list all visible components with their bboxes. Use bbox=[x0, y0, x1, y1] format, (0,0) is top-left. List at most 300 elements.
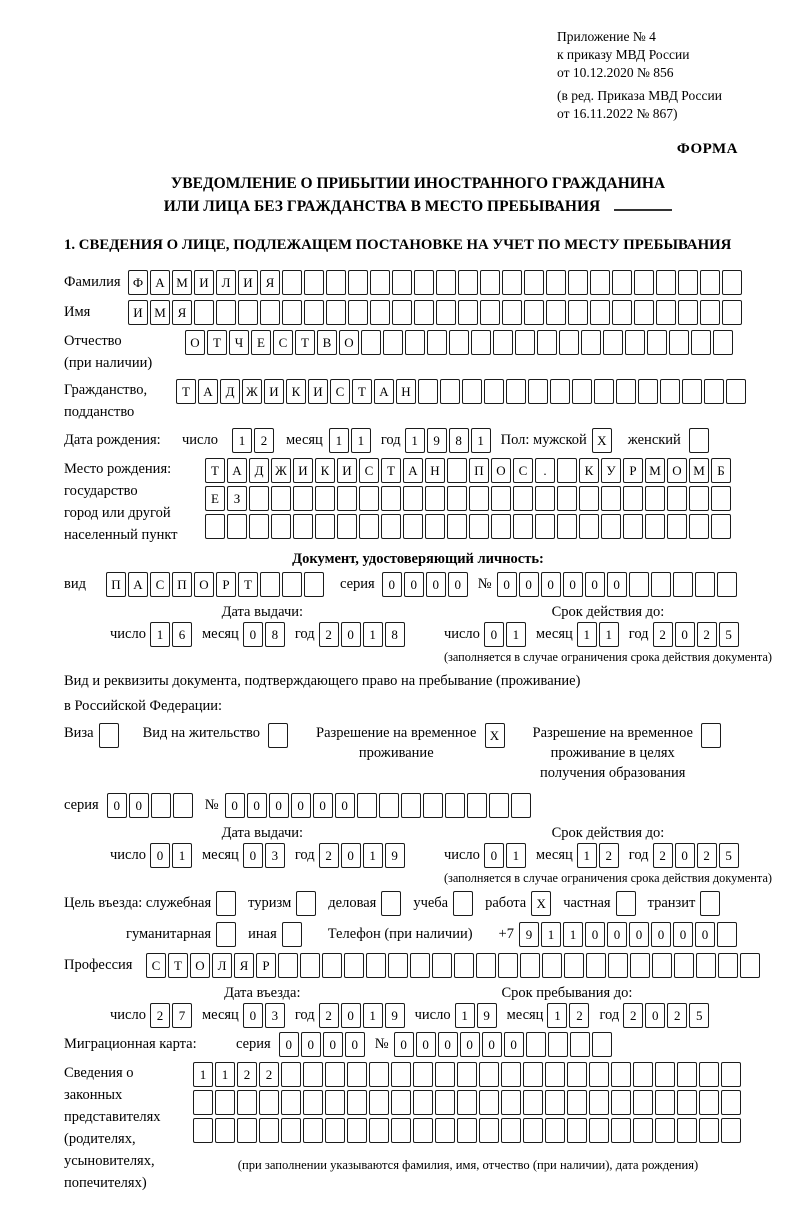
form-cell[interactable]: 0 bbox=[645, 1003, 665, 1028]
form-cell[interactable]: 0 bbox=[607, 922, 627, 947]
form-cell[interactable] bbox=[413, 1062, 433, 1087]
form-cell[interactable] bbox=[281, 1062, 301, 1087]
form-cell[interactable] bbox=[493, 330, 513, 355]
form-cell[interactable]: А bbox=[198, 379, 218, 404]
form-cell[interactable] bbox=[260, 300, 280, 325]
form-cell[interactable]: Ж bbox=[271, 458, 291, 483]
form-cell[interactable]: Я bbox=[260, 270, 280, 295]
form-cell[interactable] bbox=[677, 1118, 697, 1143]
form-cell[interactable]: 0 bbox=[675, 622, 695, 647]
form-cell[interactable]: 0 bbox=[482, 1032, 502, 1057]
form-cell[interactable] bbox=[515, 330, 535, 355]
form-cell[interactable] bbox=[359, 514, 379, 539]
form-cell[interactable] bbox=[347, 1090, 367, 1115]
form-cell[interactable]: А bbox=[150, 270, 170, 295]
form-cell[interactable] bbox=[535, 514, 555, 539]
form-cell[interactable] bbox=[215, 1090, 235, 1115]
form-cell[interactable] bbox=[590, 270, 610, 295]
form-cell[interactable]: 9 bbox=[427, 428, 447, 453]
form-cell[interactable] bbox=[193, 1118, 213, 1143]
form-cell[interactable]: 0 bbox=[519, 572, 539, 597]
form-cell[interactable]: 0 bbox=[404, 572, 424, 597]
form-cell[interactable]: 0 bbox=[448, 572, 468, 597]
form-cell[interactable]: X bbox=[592, 428, 612, 453]
form-cell[interactable]: 1 bbox=[455, 1003, 475, 1028]
form-cell[interactable] bbox=[655, 1062, 675, 1087]
form-cell[interactable]: 7 bbox=[172, 1003, 192, 1028]
form-cell[interactable]: 2 bbox=[623, 1003, 643, 1028]
form-cell[interactable] bbox=[612, 270, 632, 295]
form-cell[interactable] bbox=[689, 428, 709, 453]
form-cell[interactable]: 0 bbox=[345, 1032, 365, 1057]
form-cell[interactable]: 0 bbox=[497, 572, 517, 597]
form-cell[interactable] bbox=[524, 300, 544, 325]
form-cell[interactable]: 1 bbox=[599, 622, 619, 647]
form-cell[interactable] bbox=[740, 953, 760, 978]
form-cell[interactable] bbox=[502, 300, 522, 325]
form-cell[interactable] bbox=[391, 1062, 411, 1087]
form-cell[interactable] bbox=[370, 300, 390, 325]
form-cell[interactable]: М bbox=[645, 458, 665, 483]
form-cell[interactable]: . bbox=[535, 458, 555, 483]
form-cell[interactable] bbox=[260, 572, 280, 597]
form-cell[interactable] bbox=[432, 953, 452, 978]
form-cell[interactable] bbox=[282, 270, 302, 295]
form-cell[interactable] bbox=[282, 572, 302, 597]
form-cell[interactable]: 0 bbox=[541, 572, 561, 597]
form-cell[interactable] bbox=[699, 1062, 719, 1087]
form-cell[interactable]: 6 bbox=[172, 622, 192, 647]
form-cell[interactable] bbox=[545, 1062, 565, 1087]
form-cell[interactable] bbox=[216, 922, 236, 947]
form-cell[interactable]: Т bbox=[168, 953, 188, 978]
form-cell[interactable]: Б bbox=[711, 458, 731, 483]
form-cell[interactable]: У bbox=[601, 458, 621, 483]
form-cell[interactable] bbox=[581, 330, 601, 355]
form-cell[interactable]: Е bbox=[251, 330, 271, 355]
form-cell[interactable] bbox=[425, 514, 445, 539]
form-cell[interactable] bbox=[535, 486, 555, 511]
form-cell[interactable]: 0 bbox=[341, 1003, 361, 1028]
form-cell[interactable] bbox=[667, 486, 687, 511]
form-cell[interactable] bbox=[721, 1062, 741, 1087]
form-cell[interactable]: К bbox=[286, 379, 306, 404]
form-cell[interactable] bbox=[722, 300, 742, 325]
form-cell[interactable] bbox=[326, 270, 346, 295]
form-cell[interactable]: И bbox=[264, 379, 284, 404]
form-cell[interactable]: 1 bbox=[363, 622, 383, 647]
form-cell[interactable]: О bbox=[491, 458, 511, 483]
form-cell[interactable] bbox=[545, 1090, 565, 1115]
form-cell[interactable] bbox=[567, 1062, 587, 1087]
form-cell[interactable] bbox=[655, 1090, 675, 1115]
form-cell[interactable]: 2 bbox=[653, 622, 673, 647]
form-cell[interactable]: 1 bbox=[150, 622, 170, 647]
form-cell[interactable]: С bbox=[150, 572, 170, 597]
form-cell[interactable]: 0 bbox=[323, 1032, 343, 1057]
form-cell[interactable]: 2 bbox=[319, 843, 339, 868]
form-cell[interactable] bbox=[447, 458, 467, 483]
form-cell[interactable] bbox=[458, 270, 478, 295]
form-cell[interactable] bbox=[476, 953, 496, 978]
form-cell[interactable]: 1 bbox=[563, 922, 583, 947]
form-cell[interactable] bbox=[369, 1062, 389, 1087]
form-cell[interactable] bbox=[726, 379, 746, 404]
form-cell[interactable] bbox=[304, 572, 324, 597]
form-cell[interactable]: И bbox=[128, 300, 148, 325]
form-cell[interactable] bbox=[589, 1090, 609, 1115]
form-cell[interactable]: Т bbox=[381, 458, 401, 483]
form-cell[interactable] bbox=[467, 793, 487, 818]
form-cell[interactable]: 0 bbox=[460, 1032, 480, 1057]
form-cell[interactable] bbox=[361, 330, 381, 355]
form-cell[interactable]: 1 bbox=[232, 428, 252, 453]
form-cell[interactable] bbox=[546, 270, 566, 295]
form-cell[interactable]: Т bbox=[176, 379, 196, 404]
form-cell[interactable] bbox=[413, 1118, 433, 1143]
form-cell[interactable]: 1 bbox=[193, 1062, 213, 1087]
form-cell[interactable]: О bbox=[194, 572, 214, 597]
form-cell[interactable] bbox=[564, 953, 584, 978]
form-cell[interactable] bbox=[268, 723, 288, 748]
form-cell[interactable] bbox=[557, 458, 577, 483]
form-cell[interactable]: М bbox=[689, 458, 709, 483]
form-cell[interactable]: 0 bbox=[484, 622, 504, 647]
form-cell[interactable] bbox=[611, 1062, 631, 1087]
form-cell[interactable] bbox=[502, 270, 522, 295]
form-cell[interactable]: 0 bbox=[673, 922, 693, 947]
form-cell[interactable]: 1 bbox=[506, 843, 526, 868]
form-cell[interactable] bbox=[435, 1118, 455, 1143]
form-cell[interactable]: 1 bbox=[215, 1062, 235, 1087]
form-cell[interactable]: Т bbox=[205, 458, 225, 483]
form-cell[interactable] bbox=[677, 1090, 697, 1115]
form-cell[interactable]: 1 bbox=[363, 1003, 383, 1028]
form-cell[interactable] bbox=[325, 1062, 345, 1087]
form-cell[interactable] bbox=[357, 793, 377, 818]
form-cell[interactable]: 0 bbox=[291, 793, 311, 818]
form-cell[interactable] bbox=[281, 1118, 301, 1143]
form-cell[interactable]: Л bbox=[216, 270, 236, 295]
form-cell[interactable]: 9 bbox=[385, 1003, 405, 1028]
form-cell[interactable]: 0 bbox=[279, 1032, 299, 1057]
form-cell[interactable]: Н bbox=[396, 379, 416, 404]
form-cell[interactable]: П bbox=[469, 458, 489, 483]
form-cell[interactable]: И bbox=[238, 270, 258, 295]
form-cell[interactable] bbox=[629, 572, 649, 597]
form-cell[interactable]: 3 bbox=[265, 1003, 285, 1028]
form-cell[interactable] bbox=[526, 1032, 546, 1057]
form-cell[interactable]: 0 bbox=[394, 1032, 414, 1057]
form-cell[interactable]: 1 bbox=[471, 428, 491, 453]
form-cell[interactable] bbox=[99, 723, 119, 748]
form-cell[interactable]: И bbox=[337, 458, 357, 483]
form-cell[interactable] bbox=[691, 330, 711, 355]
form-cell[interactable]: 5 bbox=[719, 843, 739, 868]
form-cell[interactable]: 1 bbox=[351, 428, 371, 453]
form-cell[interactable] bbox=[523, 1118, 543, 1143]
form-cell[interactable] bbox=[548, 1032, 568, 1057]
form-cell[interactable]: О bbox=[185, 330, 205, 355]
form-cell[interactable] bbox=[633, 1090, 653, 1115]
form-cell[interactable] bbox=[326, 300, 346, 325]
form-cell[interactable] bbox=[303, 1090, 323, 1115]
form-cell[interactable]: 0 bbox=[629, 922, 649, 947]
form-cell[interactable] bbox=[271, 486, 291, 511]
form-cell[interactable]: С bbox=[273, 330, 293, 355]
form-cell[interactable] bbox=[237, 1090, 257, 1115]
form-cell[interactable]: М bbox=[172, 270, 192, 295]
form-cell[interactable]: В bbox=[317, 330, 337, 355]
form-cell[interactable] bbox=[369, 1090, 389, 1115]
form-cell[interactable]: Д bbox=[249, 458, 269, 483]
form-cell[interactable] bbox=[634, 300, 654, 325]
form-cell[interactable] bbox=[557, 486, 577, 511]
form-cell[interactable] bbox=[325, 1090, 345, 1115]
form-cell[interactable] bbox=[447, 486, 467, 511]
form-cell[interactable] bbox=[259, 1090, 279, 1115]
form-cell[interactable]: 9 bbox=[477, 1003, 497, 1028]
form-cell[interactable] bbox=[369, 1118, 389, 1143]
form-cell[interactable] bbox=[623, 486, 643, 511]
form-cell[interactable]: 0 bbox=[416, 1032, 436, 1057]
form-cell[interactable]: К bbox=[315, 458, 335, 483]
form-cell[interactable] bbox=[656, 300, 676, 325]
form-cell[interactable] bbox=[557, 514, 577, 539]
form-cell[interactable] bbox=[237, 1118, 257, 1143]
form-cell[interactable]: З bbox=[227, 486, 247, 511]
form-cell[interactable] bbox=[545, 1118, 565, 1143]
form-cell[interactable]: 2 bbox=[237, 1062, 257, 1087]
form-cell[interactable] bbox=[304, 270, 324, 295]
form-cell[interactable] bbox=[193, 1090, 213, 1115]
form-cell[interactable] bbox=[645, 486, 665, 511]
form-cell[interactable] bbox=[392, 270, 412, 295]
form-cell[interactable] bbox=[674, 953, 694, 978]
form-cell[interactable] bbox=[296, 891, 316, 916]
form-cell[interactable] bbox=[711, 514, 731, 539]
form-cell[interactable] bbox=[721, 1118, 741, 1143]
form-cell[interactable] bbox=[471, 330, 491, 355]
form-cell[interactable] bbox=[568, 300, 588, 325]
form-cell[interactable] bbox=[711, 486, 731, 511]
form-cell[interactable] bbox=[722, 270, 742, 295]
form-cell[interactable] bbox=[303, 1118, 323, 1143]
form-cell[interactable] bbox=[449, 330, 469, 355]
form-cell[interactable] bbox=[418, 379, 438, 404]
form-cell[interactable] bbox=[304, 300, 324, 325]
form-cell[interactable] bbox=[300, 953, 320, 978]
form-cell[interactable]: 8 bbox=[265, 622, 285, 647]
form-cell[interactable] bbox=[410, 953, 430, 978]
form-cell[interactable] bbox=[501, 1118, 521, 1143]
form-cell[interactable] bbox=[528, 379, 548, 404]
form-cell[interactable] bbox=[271, 514, 291, 539]
form-cell[interactable]: Я bbox=[172, 300, 192, 325]
form-cell[interactable]: 0 bbox=[243, 622, 263, 647]
form-cell[interactable] bbox=[594, 379, 614, 404]
form-cell[interactable] bbox=[656, 270, 676, 295]
form-cell[interactable] bbox=[625, 330, 645, 355]
form-cell[interactable] bbox=[696, 953, 716, 978]
form-cell[interactable] bbox=[440, 379, 460, 404]
form-cell[interactable] bbox=[638, 379, 658, 404]
form-cell[interactable]: С bbox=[330, 379, 350, 404]
form-cell[interactable]: Л bbox=[212, 953, 232, 978]
form-cell[interactable]: А bbox=[128, 572, 148, 597]
form-cell[interactable]: 0 bbox=[695, 922, 715, 947]
form-cell[interactable] bbox=[718, 953, 738, 978]
form-cell[interactable]: Р bbox=[256, 953, 276, 978]
form-cell[interactable] bbox=[315, 514, 335, 539]
form-cell[interactable] bbox=[513, 514, 533, 539]
form-cell[interactable] bbox=[479, 1118, 499, 1143]
form-cell[interactable] bbox=[347, 1118, 367, 1143]
form-cell[interactable] bbox=[513, 486, 533, 511]
form-cell[interactable] bbox=[592, 1032, 612, 1057]
form-cell[interactable]: Т bbox=[207, 330, 227, 355]
form-cell[interactable] bbox=[550, 379, 570, 404]
form-cell[interactable]: М bbox=[150, 300, 170, 325]
form-cell[interactable] bbox=[520, 953, 540, 978]
form-cell[interactable] bbox=[586, 953, 606, 978]
form-cell[interactable]: 9 bbox=[519, 922, 539, 947]
form-cell[interactable] bbox=[479, 1090, 499, 1115]
form-cell[interactable] bbox=[403, 486, 423, 511]
form-cell[interactable]: О bbox=[667, 458, 687, 483]
form-cell[interactable] bbox=[523, 1062, 543, 1087]
form-cell[interactable] bbox=[501, 1062, 521, 1087]
form-cell[interactable] bbox=[391, 1118, 411, 1143]
form-cell[interactable] bbox=[630, 953, 650, 978]
form-cell[interactable] bbox=[667, 514, 687, 539]
form-cell[interactable]: И bbox=[293, 458, 313, 483]
form-cell[interactable] bbox=[568, 270, 588, 295]
form-cell[interactable]: 0 bbox=[313, 793, 333, 818]
form-cell[interactable]: Ж bbox=[242, 379, 262, 404]
form-cell[interactable]: 5 bbox=[689, 1003, 709, 1028]
form-cell[interactable] bbox=[282, 300, 302, 325]
form-cell[interactable]: 5 bbox=[719, 622, 739, 647]
form-cell[interactable]: 0 bbox=[438, 1032, 458, 1057]
form-cell[interactable]: П bbox=[106, 572, 126, 597]
form-cell[interactable] bbox=[347, 1062, 367, 1087]
form-cell[interactable] bbox=[611, 1090, 631, 1115]
form-cell[interactable]: 0 bbox=[301, 1032, 321, 1057]
form-cell[interactable] bbox=[491, 486, 511, 511]
form-cell[interactable] bbox=[717, 572, 737, 597]
form-cell[interactable]: 1 bbox=[541, 922, 561, 947]
form-cell[interactable] bbox=[713, 330, 733, 355]
form-cell[interactable]: Ф bbox=[128, 270, 148, 295]
form-cell[interactable]: 0 bbox=[335, 793, 355, 818]
form-cell[interactable]: 0 bbox=[651, 922, 671, 947]
form-cell[interactable]: 1 bbox=[172, 843, 192, 868]
form-cell[interactable]: О bbox=[190, 953, 210, 978]
form-cell[interactable]: 0 bbox=[484, 843, 504, 868]
form-cell[interactable] bbox=[480, 270, 500, 295]
form-cell[interactable]: 2 bbox=[319, 1003, 339, 1028]
form-cell[interactable] bbox=[359, 486, 379, 511]
form-cell[interactable] bbox=[479, 1062, 499, 1087]
form-cell[interactable] bbox=[457, 1090, 477, 1115]
form-cell[interactable]: 0 bbox=[675, 843, 695, 868]
form-cell[interactable]: А bbox=[403, 458, 423, 483]
form-cell[interactable] bbox=[677, 1062, 697, 1087]
form-cell[interactable] bbox=[567, 1090, 587, 1115]
form-cell[interactable] bbox=[699, 1118, 719, 1143]
form-cell[interactable] bbox=[682, 379, 702, 404]
form-cell[interactable] bbox=[469, 514, 489, 539]
form-cell[interactable] bbox=[348, 300, 368, 325]
form-cell[interactable] bbox=[423, 793, 443, 818]
form-cell[interactable] bbox=[701, 723, 721, 748]
form-cell[interactable]: С bbox=[513, 458, 533, 483]
form-cell[interactable] bbox=[392, 300, 412, 325]
form-cell[interactable]: Т bbox=[238, 572, 258, 597]
form-cell[interactable] bbox=[383, 330, 403, 355]
form-cell[interactable] bbox=[325, 1118, 345, 1143]
form-cell[interactable]: 1 bbox=[547, 1003, 567, 1028]
form-cell[interactable] bbox=[700, 891, 720, 916]
form-cell[interactable] bbox=[249, 514, 269, 539]
form-cell[interactable]: 0 bbox=[382, 572, 402, 597]
form-cell[interactable]: 0 bbox=[150, 843, 170, 868]
form-cell[interactable]: 2 bbox=[569, 1003, 589, 1028]
form-cell[interactable]: С bbox=[146, 953, 166, 978]
form-cell[interactable] bbox=[457, 1062, 477, 1087]
form-cell[interactable]: 0 bbox=[243, 843, 263, 868]
form-cell[interactable]: 2 bbox=[697, 622, 717, 647]
form-cell[interactable] bbox=[579, 514, 599, 539]
form-cell[interactable]: 0 bbox=[504, 1032, 524, 1057]
form-cell[interactable] bbox=[436, 270, 456, 295]
form-cell[interactable]: Т bbox=[295, 330, 315, 355]
form-cell[interactable] bbox=[652, 953, 672, 978]
form-cell[interactable] bbox=[435, 1062, 455, 1087]
form-cell[interactable]: А bbox=[374, 379, 394, 404]
form-cell[interactable] bbox=[655, 1118, 675, 1143]
form-cell[interactable] bbox=[695, 572, 715, 597]
form-cell[interactable]: 1 bbox=[577, 843, 597, 868]
form-cell[interactable]: 0 bbox=[563, 572, 583, 597]
form-cell[interactable] bbox=[484, 379, 504, 404]
form-cell[interactable] bbox=[589, 1118, 609, 1143]
form-cell[interactable] bbox=[616, 379, 636, 404]
form-cell[interactable]: 0 bbox=[341, 622, 361, 647]
form-cell[interactable]: Ч bbox=[229, 330, 249, 355]
form-cell[interactable] bbox=[704, 379, 724, 404]
form-cell[interactable]: 2 bbox=[697, 843, 717, 868]
form-cell[interactable] bbox=[506, 379, 526, 404]
form-cell[interactable] bbox=[425, 486, 445, 511]
form-cell[interactable] bbox=[491, 514, 511, 539]
form-cell[interactable] bbox=[523, 1090, 543, 1115]
form-cell[interactable] bbox=[348, 270, 368, 295]
form-cell[interactable] bbox=[567, 1118, 587, 1143]
form-cell[interactable] bbox=[689, 486, 709, 511]
form-cell[interactable]: 2 bbox=[150, 1003, 170, 1028]
form-cell[interactable]: О bbox=[339, 330, 359, 355]
form-cell[interactable] bbox=[227, 514, 247, 539]
form-cell[interactable] bbox=[457, 1118, 477, 1143]
form-cell[interactable] bbox=[447, 514, 467, 539]
form-cell[interactable] bbox=[281, 1090, 301, 1115]
form-cell[interactable] bbox=[282, 922, 302, 947]
form-cell[interactable]: И bbox=[194, 270, 214, 295]
form-cell[interactable]: 1 bbox=[329, 428, 349, 453]
form-cell[interactable] bbox=[303, 1062, 323, 1087]
